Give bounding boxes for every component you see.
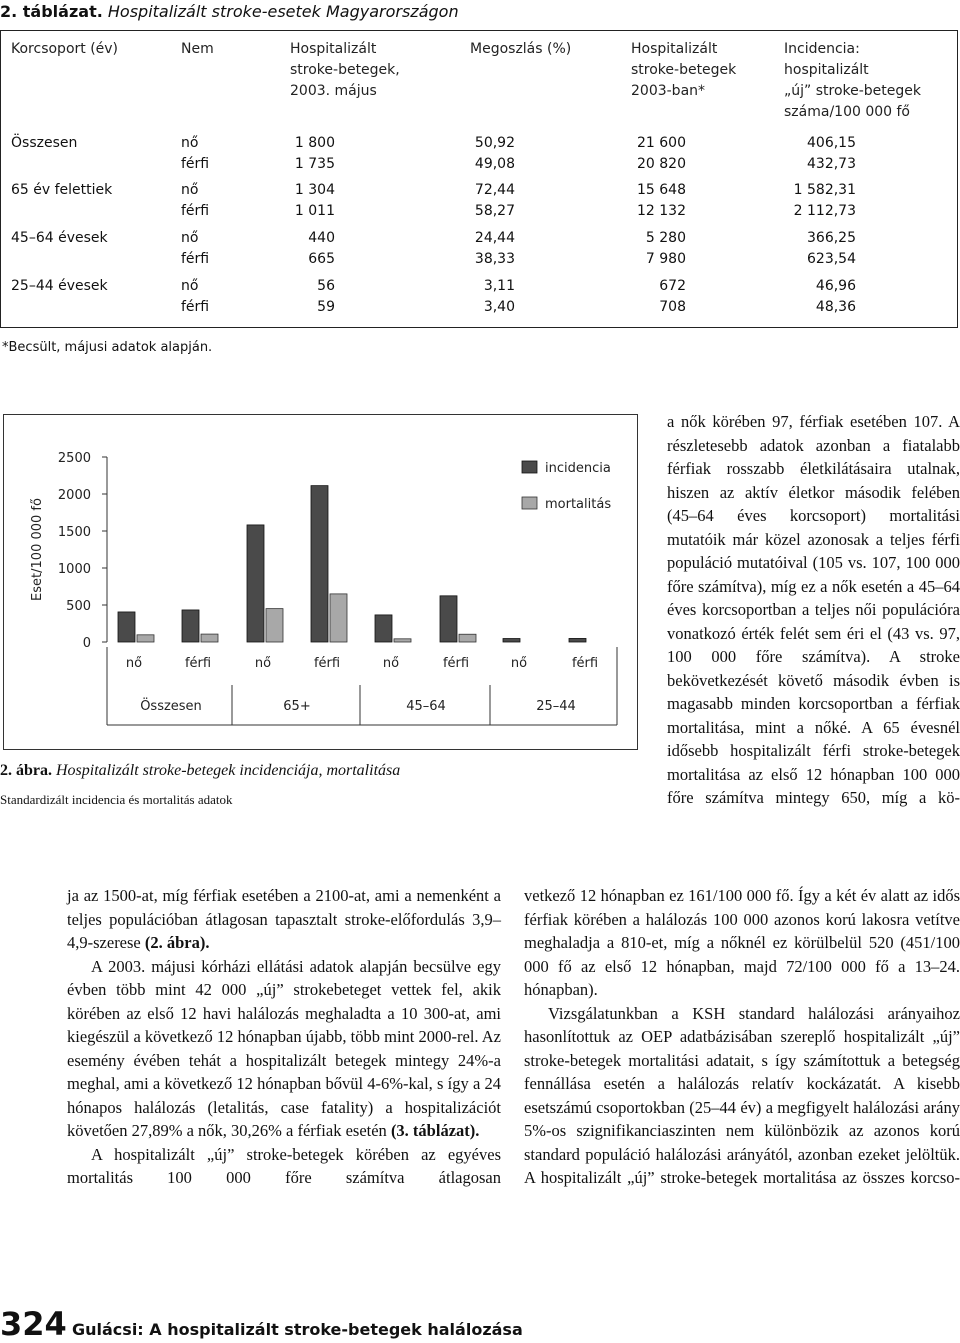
y-tick-label: 2500 [57,451,91,466]
cell-incidence: 1 582,31 [793,182,856,198]
header-distribution [470,39,571,60]
legend-swatch-incidencia [522,461,537,473]
cell-year: 15 648 [637,182,686,198]
bar-mortalitas [266,609,283,642]
row-group-label: 65 év felettiek [11,182,113,198]
x-group-label: 65+ [283,699,311,714]
cell-incidence: 366,25 [807,230,856,246]
cell-incidence: 406,15 [807,135,856,151]
header-line: stroke-betegek, [290,62,400,78]
figure-box [3,414,638,750]
header-line: Incidencia: [784,41,860,57]
cell-incidence: 46,96 [815,278,856,294]
bar-chart [4,415,637,749]
figure-title: Hospitalizált stroke-betegek incidenciája, mortalitása [56,762,401,779]
legend-swatch-mortalitas [522,497,537,509]
header-line: 2003-ban* [631,83,706,99]
cell-may: 56 [317,278,335,294]
cell-year: 20 820 [637,156,686,172]
bar-mortalitas [459,634,476,642]
bar-incidencia [503,639,520,642]
legend-label: mortalitás [545,497,612,512]
header-line: száma/100 000 fő [784,104,910,120]
paragraph [67,955,501,1143]
row-group-label: 45–64 évesek [11,230,108,246]
x-group-label: Összesen [140,699,202,714]
header-line: Hospitalizált [631,41,718,57]
paragraph-text: ja az 1500-at, míg férfiak esetében a 2100-at, ami a nemenként a teljes populációban átlagosan tapasztalt stroke-előfordulás 3,9–4,9-szerese [67,886,501,952]
cell-sex: férfi [181,251,210,267]
cell-sex: férfi [181,156,210,172]
y-tick-label: 2000 [57,488,91,503]
paragraph: Vizsgálatunkban a KSH standard halálozási arányaihoz hasonlítottuk az OEP adatbázisában szereplő hospitalizált „új” stroke-betegek mortalitási adatait, s így számítottuk a betegség fennállása esetén a halálozás relatív kockázatát. A kisebb esetszámú csoportokban (25–44 év) a megfigyelt halálozási arány 5%-os szignifikanciaszinten nem különbözik az azonos korú standard populáció halálozási arányától, azonban ezeket jelöltük. A hospitalizált „új” stroke-betegek mortalitása az összes korcso- [524,1003,960,1187]
cell-incidence: 48,36 [815,299,856,315]
bar-incidencia [247,525,264,642]
bar-incidencia [118,612,135,642]
text-column-left [67,884,501,1190]
header-incidence [784,39,921,123]
table-footnote: *Becsült, májusi adatok alapján. [2,340,213,355]
text-column-right-bottom [524,884,960,1190]
cell-may: 1 800 [294,135,335,151]
cell-sex: nő [181,135,199,151]
bar-incidencia [375,615,392,642]
table-title [0,2,459,21]
cell-pct: 38,33 [474,251,515,267]
cell-year: 672 [659,278,686,294]
x-group-label: 45–64 [406,699,446,714]
table-caption: Hospitalizált stroke-esetek Magyarországon [107,2,459,21]
cell-sex: nő [181,278,199,294]
figure-subcaption: Standardizált incidencia és mortalitás adatok [0,792,233,807]
header-line: 2003. május [290,83,377,99]
cell-pct: 49,08 [474,156,515,172]
cell-sex: férfi [181,203,210,219]
cell-may: 1 304 [294,182,335,198]
cell-may: 1 011 [294,203,335,219]
bar-incidencia [440,596,457,642]
y-tick-label: 1000 [57,562,91,577]
legend-label: incidencia [545,461,611,476]
table-reference: (3. táblázat). [390,1121,480,1140]
paragraph: A hospitalizált „új” stroke-betegek körében az egyéves mortalitás 100 000 főre számítva átlagosan [67,1144,501,1187]
cell-sex: nő [181,182,199,198]
cell-incidence: 432,73 [807,156,856,172]
row-group-label: Összesen [11,135,78,151]
running-title: Gulácsi: A hospitalizált stroke-betegek halálozása [72,1320,523,1339]
figure-caption [0,762,400,780]
cell-incidence: 623,54 [807,251,856,267]
paragraph: a nők körében 97, férfiak esetében 107. A részletesebb adatok azonban a fiatalabb férfiak rosszabb életkilátásaira utalnak, hiszen az aktív életkor második felében (45–64 éves korcsoport) mortalitási mutatóik már közel azonosak a teljes férfi populáció mutatóival (105 vs. 107, 100 000 főre számítva), míg ez a nők esetén a 45–64 éves korcsoportban a teljes női populációra vonatkozó érték felét sem éri el (43 vs. 97, 100 000 főre számítva). A stroke bekövetkezését követő második évben is magasabb minden korcsoportban a férfiak mortalitása, mint a nőké. A 65 évesnél idősebb hospitalizált férfi stroke-betegek mortalitása az első 12 hónapban 100 000 főre számítva mintegy 650, míg a kö- [667,412,960,807]
header-line: „új” stroke-betegek [784,83,921,99]
x-tick-label: férfi [571,656,599,671]
cell-year: 12 132 [637,203,686,219]
x-tick-label: nő [510,656,528,671]
cell-pct: 58,27 [474,203,515,219]
paragraph [67,884,501,955]
x-tick-label: férfi [442,656,470,671]
row-group-label: 25–44 évesek [11,278,108,294]
figure-label: 2. ábra. [0,762,52,779]
cell-pct: 24,44 [474,230,515,246]
x-group-label: 25–44 [536,699,576,714]
table-label: 2. táblázat. [0,2,103,21]
data-table [0,30,958,328]
figure-reference: (2. ábra). [144,933,210,952]
bar-mortalitas [330,594,347,642]
cell-year: 5 280 [645,230,686,246]
x-tick-label: nő [382,656,400,671]
header-line: Korcsoport (év) [11,41,119,57]
cell-year: 708 [659,299,686,315]
header-line: Megoszlás (%) [470,41,572,57]
paragraph: vetkező 12 hónapban ez 161/100 000 fő. Így a két év alatt az idős férfiak körében a halálozás 100 000 azonos korú lakosra vetítve meghaladja a 810-et, míg a nőknél ez körülbelül 520 (451/100 000 fő az első 12 hónapban, majd 72/100 000 fő a 13–24. hónapban). [524,886,960,999]
cell-year: 7 980 [645,251,686,267]
header-line: stroke-betegek [631,62,737,78]
cell-may: 440 [308,230,335,246]
cell-year: 21 600 [637,135,686,151]
header-line: Nem [181,41,214,57]
cell-sex: nő [181,230,199,246]
cell-may: 665 [308,251,335,267]
bar-mortalitas [394,639,411,642]
page-number: 324 [0,1305,67,1343]
bar-incidencia [311,486,328,642]
cell-pct: 50,92 [474,135,515,151]
header-line: Hospitalizált [290,41,377,57]
bar-mortalitas [201,634,218,642]
x-tick-label: nő [125,656,143,671]
cell-pct: 3,40 [483,299,515,315]
y-tick-label: 1500 [57,525,91,540]
y-tick-label: 500 [66,599,91,614]
header-age-group [11,39,118,60]
bar-mortalitas [137,635,154,642]
x-tick-label: nő [254,656,272,671]
cell-may: 59 [317,299,335,315]
header-sex [181,39,214,60]
x-tick-label: férfi [313,656,341,671]
header-line: hospitalizált [784,62,869,78]
x-tick-label: férfi [184,656,212,671]
cell-pct: 72,44 [474,182,515,198]
bar-incidencia [569,638,586,642]
y-tick-label: 0 [82,636,91,651]
header-hospitalized-may [290,39,400,102]
header-hospitalized-2003 [631,39,736,102]
cell-pct: 3,11 [483,278,515,294]
paragraph-text: A 2003. májusi kórházi ellátási adatok alapján becsülve egy évben több mint 42 000 „új” strokebeteget vettek fel, akik körében az első 12 havi halálozás meghaladta a 10 300-at, ami kiegészül a következő 12 hónapban újabb, több mint 2000-rel. Az esemény évében tehát a hospitalizált betegek mintegy 24%-a meghal, ami a következő 12 hónapban bővül 4-6%-kal, s így a 24 hónapos halálozás (letalitás, case fatality) a hospitalizációt követően 27,89% a nők, 30,26% a férfiak esetén [67,956,501,1140]
cell-may: 1 735 [294,156,335,172]
cell-sex: férfi [181,299,210,315]
cell-incidence: 2 112,73 [793,203,856,219]
y-axis-label: Eset/100 000 fő [30,498,45,601]
bar-incidencia [182,610,199,642]
text-column-right-top [667,410,960,810]
